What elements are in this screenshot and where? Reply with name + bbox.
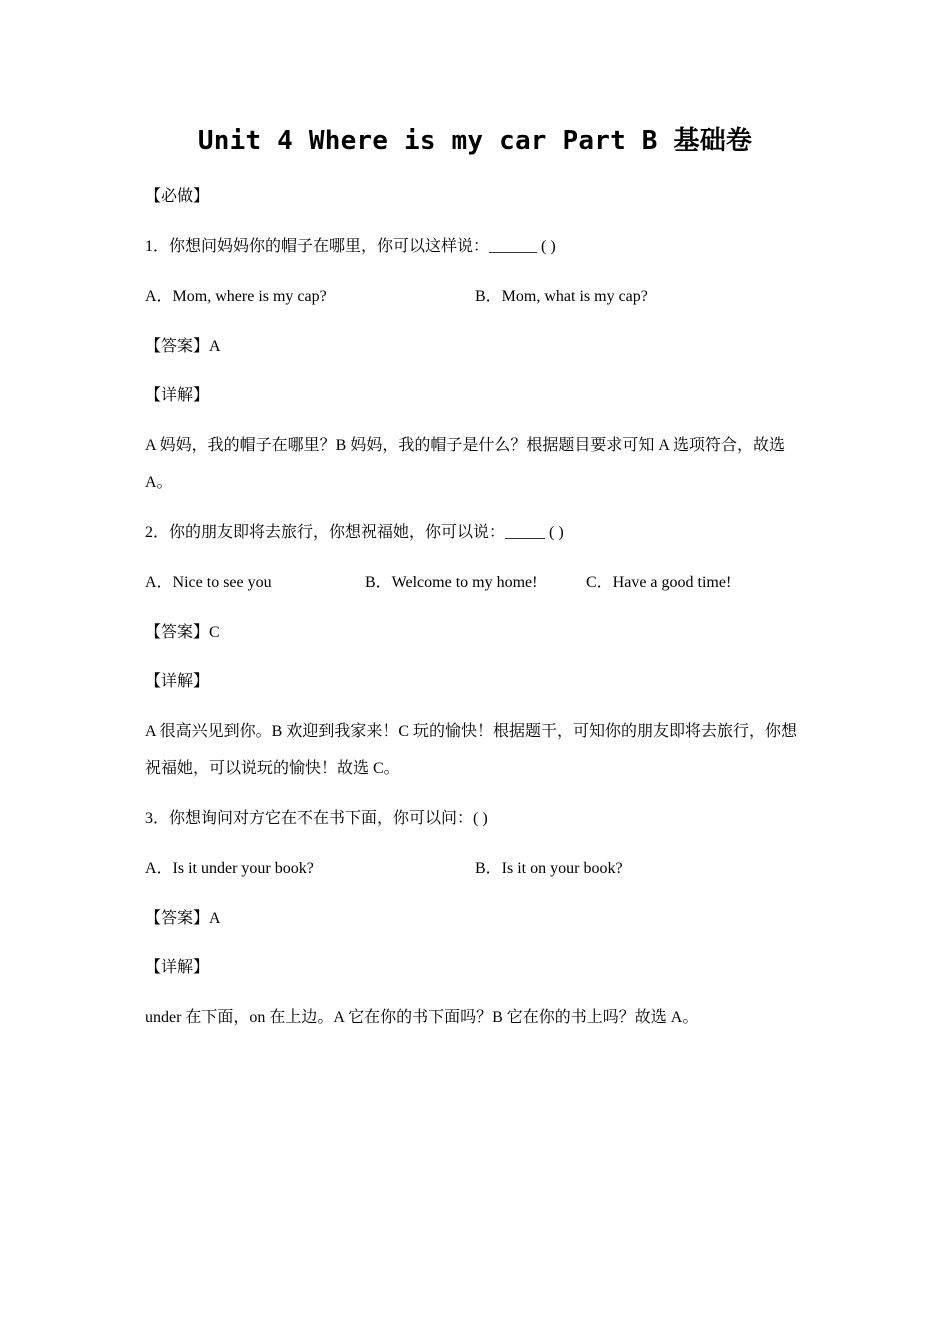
question-1-option-a: A．Mom, where is my cap? [145,288,327,305]
question-3-detail-label: 【详解】 [145,959,210,976]
question-2-detail-label: 【详解】 [145,673,210,690]
question-2-answer: 【答案】C [145,624,220,641]
question-3-stem: 3．你想询问对方它在不在书下面，你可以问：( ) [145,810,488,827]
question-2-stem: 2．你的朋友即将去旅行，你想祝福她，你可以说：_____ ( ) [145,524,564,541]
question-3-detail: under 在下面，on 在上边。A 它在你的书下面吗？B 它在你的书上吗？故选 A。 [145,1009,699,1026]
question-3-option-b: B．Is it on your book? [475,860,623,877]
question-1-answer: 【答案】A [145,338,221,355]
question-2-detail: A 很高兴见到你。B 欢迎到我家来！C 玩的愉快！根据题干，可知你的朋友即将去旅行，你想祝福她，可以说玩的愉快！故选 C。 [145,723,798,777]
question-3-option-a: A．Is it under your book? [145,860,314,877]
question-3-answer: 【答案】A [145,910,221,927]
question-1-option-b: B．Mom, what is my cap? [475,288,648,305]
question-1-detail-label: 【详解】 [145,387,210,404]
question-2-option-a: A．Nice to see you [145,574,272,591]
question-1-detail: A 妈妈，我的帽子在哪里？B 妈妈，我的帽子是什么？根据题目要求可知 A 选项符合，故选 A。 [145,437,786,491]
question-1-stem: 1．你想问妈妈你的帽子在哪里，你可以这样说：______ ( ) [145,238,556,255]
section-label: 【必做】 [145,188,210,205]
question-2-option-c: C．Have a good time! [586,574,732,591]
question-2-option-b: B．Welcome to my home! [365,574,538,591]
document-title: Unit 4 Where is my car Part B 基础卷 [197,126,753,156]
